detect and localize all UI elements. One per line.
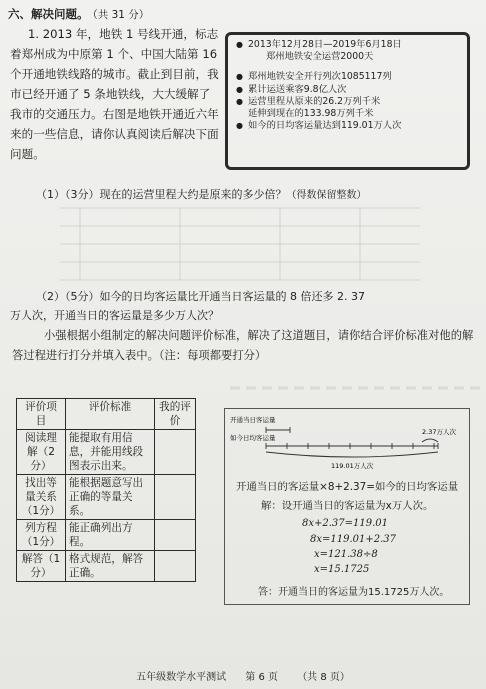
info-line (236, 120, 459, 132)
problem-intro: 1. 2013 年，地铁 1 号线开通，标志着郑州成为中原第 1 个、中国大陆第 16 个开通地铁线路的城市。截止到目前，我市已经开通了 5 条地铁线，大大缓解了我市的交通压力。右图是地铁开通近六年来的一些信息，请你认真阅读后解决下面问题。 (10, 27, 219, 161)
row-standard: 格式规范，解答正确。 (66, 551, 155, 582)
row-item: 阅读理解（2分） (17, 430, 66, 475)
info-line (236, 108, 459, 120)
section-title (8, 6, 149, 22)
question-1-note: （得数保留整数） (286, 190, 367, 201)
info-daily-ridership: 如今的日均客运量达到119.01万人次 (248, 120, 402, 132)
info-line (236, 39, 459, 51)
table-row (17, 551, 196, 582)
info-line (236, 51, 459, 63)
let-statement: 解：设开通当日的客运量为x万人次。 (261, 500, 434, 512)
table-row (17, 520, 196, 551)
bleed-through-table (60, 200, 420, 292)
label-extra: 2.37万人次 (422, 428, 456, 436)
segment-diagram (226, 412, 468, 474)
page-footer (0, 668, 486, 683)
score-input-cell[interactable] (155, 475, 196, 520)
row-item: 解答（1分） (17, 551, 66, 582)
info-line (236, 71, 459, 83)
task-instruction: 小强根据小组制定的解决问题评价标准，解决了这道题目，请你结合评价标准对他的解答过程进行打分并填入表中。（注：每项都要打分） (12, 329, 474, 362)
bullet-icon: ● (236, 96, 243, 106)
bullet-icon: ● (236, 40, 243, 49)
info-line (236, 96, 459, 108)
label-now: 如今日均客运量 (230, 434, 276, 442)
header-my-score: 我的评价 (155, 399, 196, 430)
table-header-row (17, 399, 196, 430)
row-standard: 能正确列出方程。 (66, 520, 155, 551)
label-total: 119.01万人次 (331, 462, 374, 470)
table-row (17, 475, 196, 520)
question-2-line1: （2）（5分）如今的日均客运量比开通当日客运量的 8 倍还多 2. 37 (36, 290, 365, 303)
bullet-icon: ● (236, 84, 243, 94)
section-title-text: 六、解决问题。 (8, 7, 89, 21)
score-input-cell[interactable] (155, 520, 196, 551)
info-trains: 郑州地铁安全开行列次1085117列 (248, 71, 392, 83)
header-standard: 评价标准 (66, 399, 155, 430)
equation-step-1: 8x+2.37=119.01 (302, 518, 389, 529)
score-input-cell[interactable] (155, 430, 196, 475)
total-brace (266, 452, 438, 457)
row-item: 找出等量关系（1分） (17, 475, 66, 520)
equation-step-2: 8x=119.01+2.37 (310, 534, 397, 545)
footer-page: 第 6 页 (245, 672, 278, 683)
info-passengers: 累计运送乘客9.8亿人次 (248, 83, 347, 95)
header-item: 评价项目 (17, 399, 66, 430)
bullet-icon: ● (236, 72, 243, 82)
question-1-text: （1）（3分）现在的运营里程大约是原来的多少倍？ (36, 188, 287, 201)
evaluation-table (16, 398, 196, 582)
bleed-through-text (230, 380, 480, 394)
question-2 (10, 287, 476, 325)
info-mileage-new: 延伸到现在的133.98万列千米 (248, 108, 374, 120)
bullet-icon: ● (236, 121, 243, 131)
row-standard: 能根据题意写出正确的等量关系。 (66, 475, 155, 520)
score-input-cell[interactable] (155, 551, 196, 582)
section-points: （共 31 分） (92, 9, 150, 21)
answer-statement: 答：开通当日的客运量为15.1725万人次。 (258, 587, 450, 598)
row-item: 列方程（1分） (17, 520, 66, 551)
table-row (17, 430, 196, 475)
info-mileage-old: 运营里程从原来的26.2万列千米 (248, 95, 381, 107)
info-date-range: 2013年12月28日—2019年6月18日 (248, 39, 402, 50)
info-line (236, 84, 459, 96)
equal-relation: 开通当日的客运量×8+2.37=如今的日均客运量 (236, 481, 459, 493)
metro-info-box (225, 32, 470, 170)
equation-step-4: x=15.1725 (314, 564, 370, 575)
extra-brace (422, 439, 438, 442)
equation-step-3: x=121.38÷8 (314, 549, 378, 560)
label-first-day: 开通当日客运量 (230, 416, 276, 424)
footer-total: （共 8 页） (297, 672, 350, 683)
row-standard: 能提取有用信息，并能用线段图表示出来。 (66, 430, 155, 475)
footer-title: 五年级数学水平测试 (136, 672, 227, 683)
info-safe-days: 郑州地铁安全运营2000天 (266, 51, 374, 63)
question-2-line2: 万人次，开通当日的客运量是多少万人次？ (10, 309, 219, 322)
